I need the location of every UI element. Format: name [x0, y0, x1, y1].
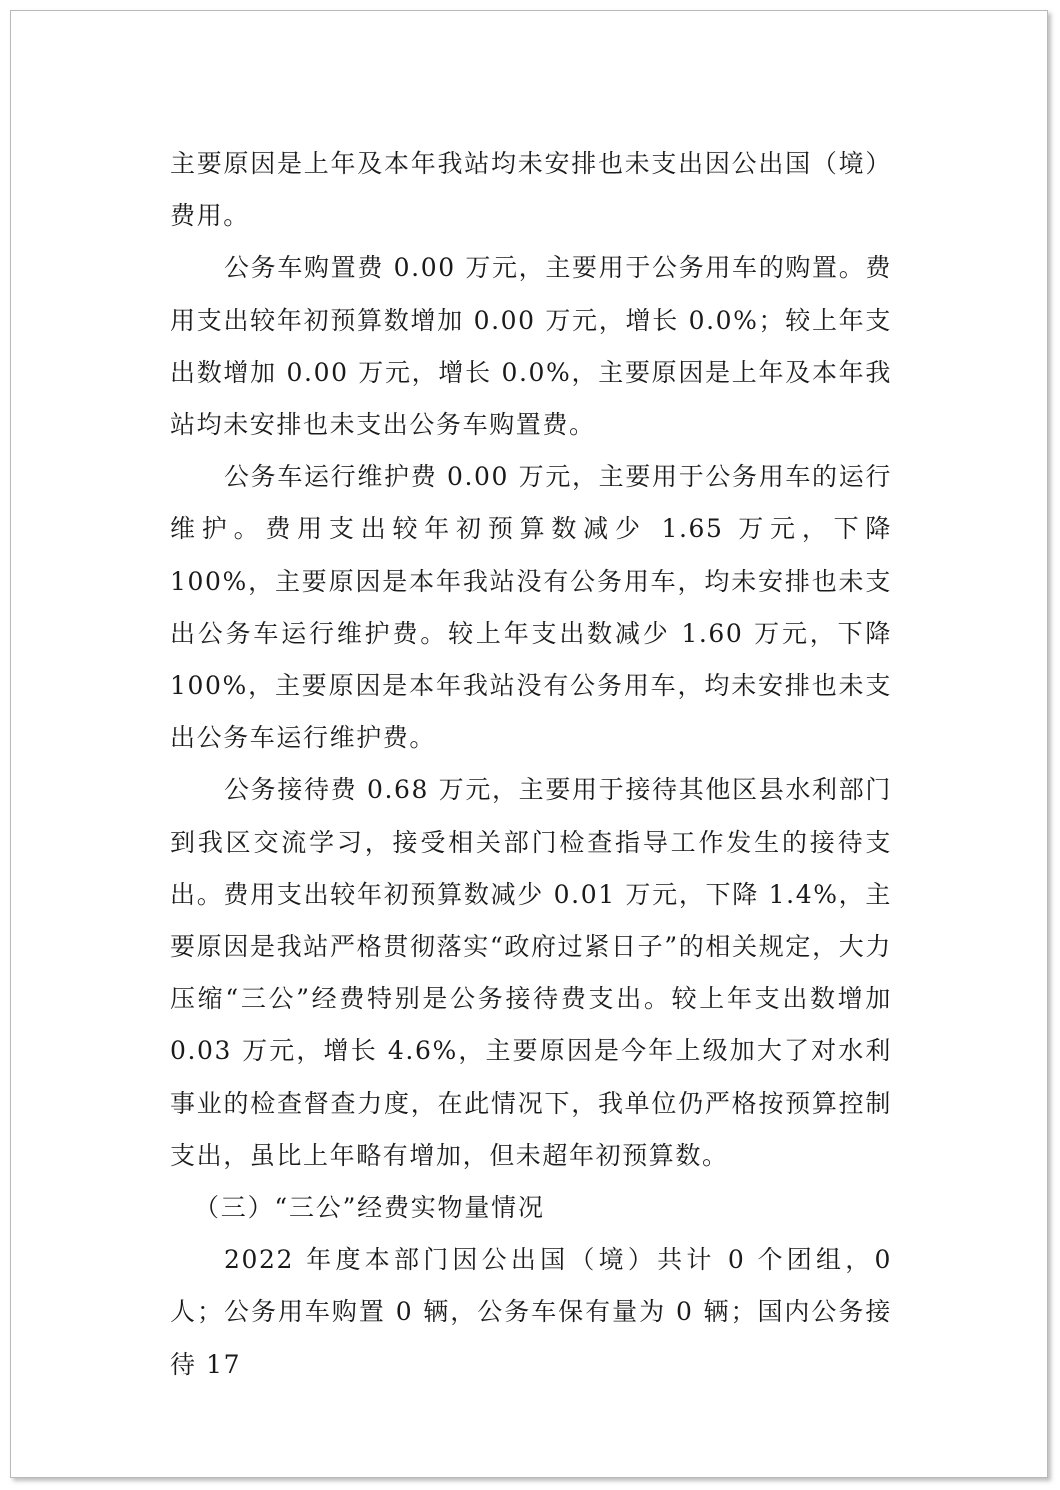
paragraph-reception-expense: 公务接待费 0.68 万元，主要用于接待其他区县水利部门到我区交流学习，接受相关部门检查指导工作发生的接待支出。费用支出较年初预算数减少 0.01 万元，下降 1.4%，主要原因是我站严格贯彻落实“政府过紧日子”的相关规定，大力压缩“三公”经费特别是公务接待费支出。较上年支出数增加 0.03 万元，增长 4.6%，主要原因是今年上级加大了对水利事业的检查督查力度，在此情况下，我单位仍严格按预算控制支出，虽比上年略有增加，但未超年初预算数。 [170, 775, 892, 1170]
section-heading-physical-quantity: （三）“三公”经费实物量情况 [194, 1193, 545, 1223]
paragraph-outbound-travel-reason: 主要原因是上年及本年我站均未安排也未支出因公出国（境）费用。 [170, 149, 892, 231]
paragraph-vehicle-maintenance: 公务车运行维护费 0.00 万元，主要用于公务用车的运行维护。费用支出较年初预算数减少 1.65 万元，下降 100%，主要原因是本年我站没有公务用车，均未安排也未支出公务车运行维护费。较上年支出数减少 1.60 万元，下降 100%，主要原因是本年我站没有公务用车，均未安排也未支出公务车运行维护费。 [170, 462, 892, 753]
paragraph-physical-quantity: 2022 年度本部门因公出国（境）共计 0 个团组，0 人；公务用车购置 0 辆，公务车保有量为 0 辆；国内公务接待 17 [170, 1245, 892, 1379]
page-body [170, 138, 892, 1391]
paragraph-vehicle-purchase: 公务车购置费 0.00 万元，主要用于公务用车的购置。费用支出较年初预算数增加 0.00 万元，增长 0.0%；较上年支出数增加 0.00 万元，增长 0.0%，主要原因是上年及本年我站均未安排也未支出公务车购置费。 [170, 253, 892, 440]
